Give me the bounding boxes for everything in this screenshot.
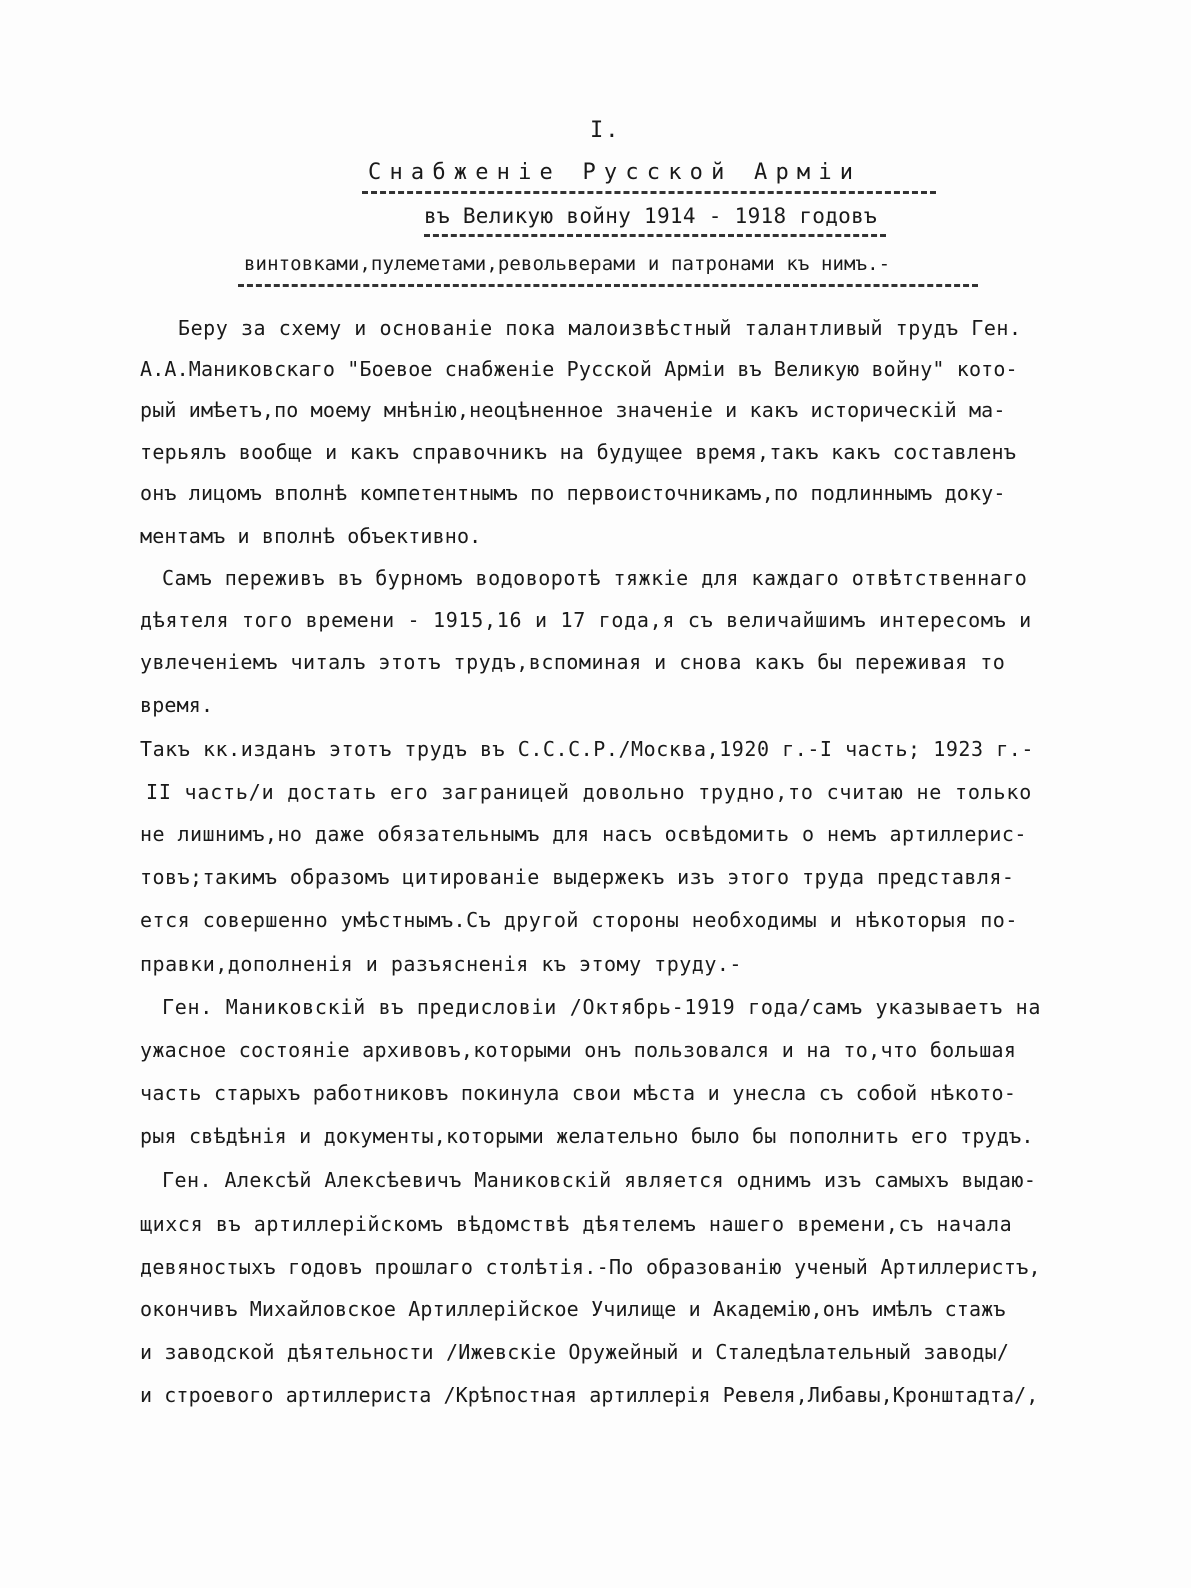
text-line: дѣятеля того времени - 1915,16 и 17 года,я съ величайшимъ интересомъ и — [140, 608, 1032, 632]
text-line: щихся въ артиллерiйскомъ вѣдомствѣ дѣятелемъ нашего времени,съ начала — [140, 1212, 1013, 1236]
text-line: и заводской дѣятельности /Ижевскiе Оружейный и Сталедѣлательный заводы/ — [140, 1340, 1010, 1364]
text-line: Ген. Алексѣй Алексѣевичъ Маниковскiй является однимъ изъ самыхъ выдаю- — [162, 1168, 1037, 1192]
text-line: увлеченiемъ читалъ этотъ трудъ,вспоминая и снова какъ бы переживая то — [140, 650, 1006, 674]
text-line: рый имѣетъ,по моему мнѣнiю,неоцѣненное значенiе и какъ историческiй ма- — [140, 398, 1006, 422]
text-line: А.А.Маниковскаго "Боевое снабженiе Русской Армiи въ Великую войну" кото- — [140, 357, 1018, 381]
text-line: Ген. Маниковскiй въ предисловiи /Октябрь-1919 года/самъ указываетъ на — [162, 995, 1042, 1019]
text-line: Беру за схему и основанiе пока малоизвѣстный талантливый трудъ Ген. — [178, 316, 1022, 340]
title-line-1: Снабженiе Русской Армiи — [368, 160, 862, 185]
title-line-2: въ Великую войну 1914 - 1918 годовъ — [424, 204, 878, 228]
title-underline-2 — [424, 234, 886, 237]
text-line: Такъ кк.изданъ этотъ трудъ въ С.С.С.Р./Москва,1920 г.-I часть; 1923 г.- — [140, 737, 1034, 761]
text-line: ется совершенно умѣстнымъ.Съ другой стороны необходимы и нѣкоторыя по- — [140, 908, 1018, 932]
text-line: окончивъ Михайловское Артиллерiйское Училище и Академiю,онъ имѣлъ стажъ — [140, 1297, 1006, 1321]
text-line: часть старыхъ работниковъ покинула свои мѣста и унесла съ собой нѣкото- — [140, 1081, 1017, 1105]
text-line: онъ лицомъ вполнѣ компетентнымъ по первоисточникамъ,по подлиннымъ доку- — [140, 481, 1006, 505]
title-line-3: винтовками,пулеметами,револьверами и патронами къ нимъ.- — [244, 253, 891, 275]
text-line: рыя свѣдѣнiя и документы,которыми желательно было бы пополнить его трудъ. — [140, 1124, 1034, 1148]
text-line: девяностыхъ годовъ прошлаго столѣтiя.-По образованiю ученый Артиллеристъ, — [140, 1255, 1041, 1279]
text-line: правки,дополненiя и разъясненiя къ этому труду.- — [140, 952, 742, 976]
title-underline-1 — [362, 191, 936, 194]
text-line: ужасное состоянiе архивовъ,которыми онъ пользовался и на то,что большая — [140, 1038, 1017, 1062]
section-numeral: I. — [590, 118, 621, 143]
text-line: время. — [140, 693, 214, 717]
text-line: ментамъ и вполнѣ объективно. — [140, 524, 482, 548]
title-underline-3 — [238, 284, 978, 287]
text-line: Самъ переживъ въ бурномъ водоворотѣ тяжкiе для каждаго отвѣтственнаго — [162, 566, 1028, 590]
text-line: не лишнимъ,но даже обязательнымъ для насъ освѣдомить о немъ артиллерис- — [140, 822, 1027, 846]
text-line: товъ;такимъ образомъ цитированiе выдержекъ изъ этого труда представля- — [140, 865, 1015, 889]
text-line: терьялъ вообще и какъ справочникъ на будущее время,такъ какъ составленъ — [140, 440, 1017, 464]
text-line: II часть/и достать его заграницей довольно трудно,то считаю не только — [146, 780, 1033, 804]
text-line: и строевого артиллериста /Крѣпостная артиллерiя Ревеля,Либавы,Кронштадта/, — [140, 1383, 1039, 1407]
